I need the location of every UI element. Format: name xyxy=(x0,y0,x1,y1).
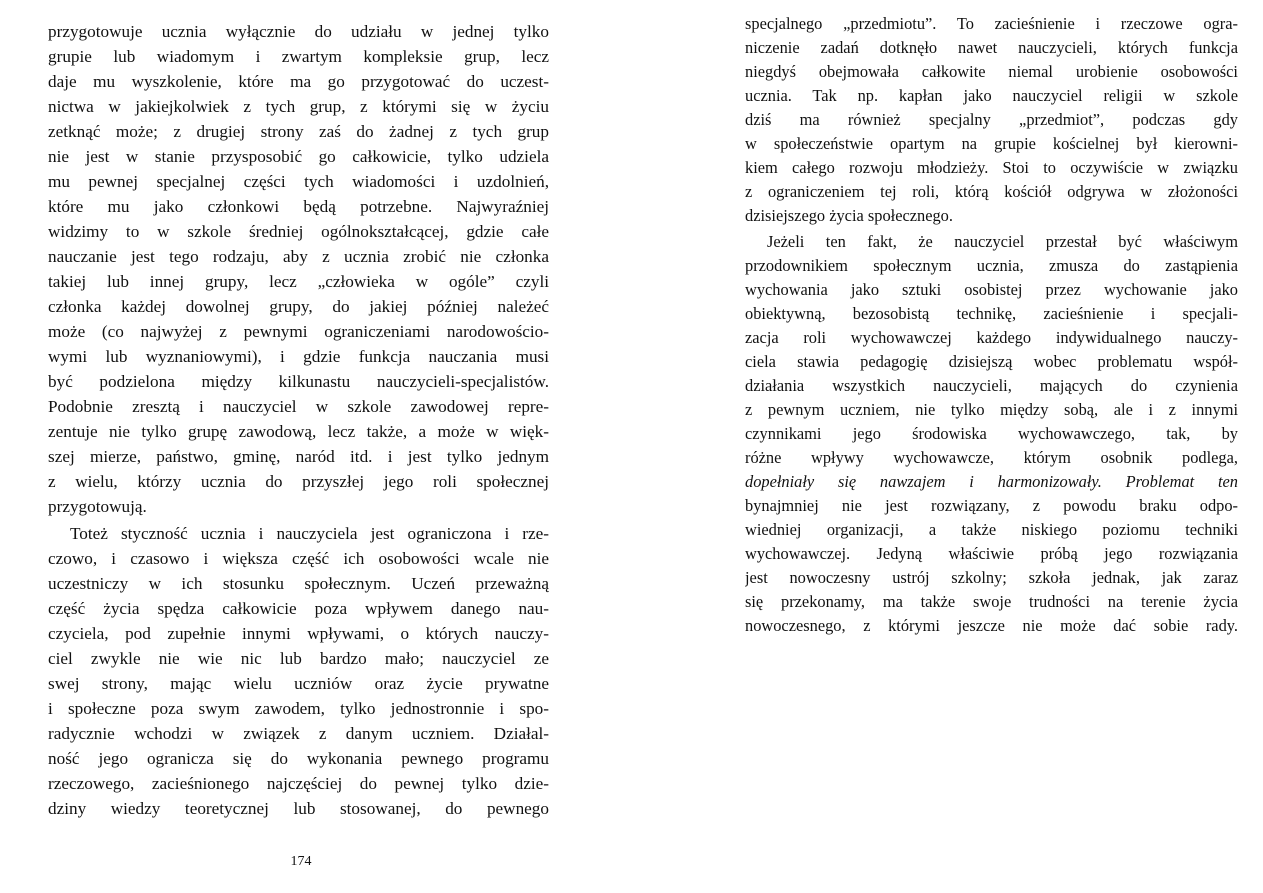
text-line: być podzielona między kilkunastu nauczycieli-specjalistów. xyxy=(48,372,549,391)
text-line: dziny wiedzy teoretycznej lub stosowanej, do pewnego xyxy=(48,799,549,818)
page-number: 174 xyxy=(290,854,312,869)
text-line: może (co najwyżej z pewnymi ograniczeniami narodowościo- xyxy=(48,322,549,341)
text-line: wychowania jako sztuki osobistej przez wychowanie jako xyxy=(745,280,1238,299)
text-line: kiem całego rozwoju młodzieży. Stoi to oczywiście w związku xyxy=(745,158,1238,177)
text-line: czyciela, pod zupełnie innymi wpływami, o których nauczy- xyxy=(48,624,549,643)
text-line: obiektywną, bezosobistą technikę, zacieśnienie i specjali- xyxy=(745,304,1238,323)
text-line: niegdyś obejmowała całkowite niemal urobienie osobowości xyxy=(745,62,1238,81)
text-line: daje mu wyszkolenie, które ma go przygotować do uczest- xyxy=(48,72,549,91)
text-line: czynnikami jego środowiska wychowawczego, tak, by xyxy=(745,424,1238,443)
text-line: z ograniczeniem tej roli, którą kościół odgrywa w złożoności xyxy=(745,182,1238,201)
text-line: radycznie wchodzi w związek z danym uczniem. Działal- xyxy=(48,724,549,743)
text-line: zentuje nie tylko grupę zawodową, lecz także, a może w więk- xyxy=(48,422,549,441)
text-line: różne wpływy wychowawcze, którym osobnik podlega, xyxy=(745,448,1238,467)
text-line: jest nowoczesny ustrój szkolny; szkoła jednak, jak zaraz xyxy=(745,568,1238,587)
text-line: członka każdej dowolnej grupy, do jakiej później należeć xyxy=(48,297,549,316)
text-line: działania wszystkich nauczycieli, mających do czynienia xyxy=(745,376,1238,395)
text-line: zetknąć może; z drugiej strony zaś do żadnej z tych grup xyxy=(48,122,549,141)
text-line: i społeczne poza swym zawodem, tylko jednostronnie i spo- xyxy=(48,699,549,718)
text-line: wymi lub wyznaniowymi), i gdzie funkcja nauczania musi xyxy=(48,347,549,366)
text-line: w społeczeństwie opartym na grupie kościelnej był kierowni- xyxy=(745,134,1238,153)
right-page xyxy=(632,0,1263,893)
text-line: przygotowuje ucznia wyłącznie do udziału w jednej tylko xyxy=(48,22,549,41)
text-line: się przekonamy, ma także swoje trudności na terenie życia xyxy=(745,592,1238,611)
text-line: takiej lub innej grupy, lecz „człowieka w ogóle” czyli xyxy=(48,272,549,291)
text-line: wychowawczej. Jedyną właściwie próbą jego rozwiązania xyxy=(745,544,1238,563)
text-line: rzeczowego, zacieśnionego najczęściej do pewnej tylko dzie- xyxy=(48,774,549,793)
text-line: z pewnym uczniem, nie tylko między sobą, ale i z innymi xyxy=(745,400,1238,419)
text-line: swej strony, mając wielu uczniów oraz życie prywatne xyxy=(48,674,549,693)
text-line: ność jego ogranicza się do wykonania pewnego programu xyxy=(48,749,549,768)
text-line: przodownikiem społecznym ucznia, zmusza do zastąpienia xyxy=(745,256,1238,275)
text-line: Jeżeli ten fakt, że nauczyciel przestał być właściwym xyxy=(767,232,1238,251)
text-line: nauczanie jest tego rodzaju, aby z ucznia zrobić nie członka xyxy=(48,247,549,266)
text-line: bynajmniej nie jest rozwiązany, z powodu braku odpo- xyxy=(745,496,1238,515)
text-line: widzimy to w szkole średniej ogólnokształcącej, gdzie całe xyxy=(48,222,549,241)
text-line: dziś ma również specjalny „przedmiot”, podczas gdy xyxy=(745,110,1238,129)
text-line: które mu jako członkowi będą potrzebne. Najwyraźniej xyxy=(48,197,549,216)
text-line: nowoczesnego, z którymi jeszcze nie może dać sobie rady. xyxy=(745,616,1238,635)
text-line: z wielu, którzy ucznia do przyszłej jego roli społecznej xyxy=(48,472,549,491)
text-line: czowo, i czasowo i większa część ich osobowości wcale nie xyxy=(48,549,549,568)
text-line: wiedniej organizacji, a także niskiego poziomu techniki xyxy=(745,520,1238,539)
text-line: ciel zwykle nie wie nic lub bardzo mało; nauczyciel ze xyxy=(48,649,549,668)
text-line: nictwa w jakiejkolwiek z tych grup, z którymi się w życiu xyxy=(48,97,549,116)
text-line: szej mierze, państwo, gminę, naród itd. i jest tylko jednym xyxy=(48,447,549,466)
text-line: specjalnego „przedmiotu”. To zacieśnienie i rzeczowe ogra- xyxy=(745,14,1238,33)
text-line: nie jest w stanie przysposobić go całkowicie, tylko udziela xyxy=(48,147,549,166)
text-line: uczestniczy w ich stosunku społecznym. Uczeń przeważną xyxy=(48,574,549,593)
text-line: ciela stawia pedagogię dzisiejszą wobec problematu współ- xyxy=(745,352,1238,371)
text-line: dzisiejszego życia społecznego. xyxy=(745,206,953,225)
text-line: Toteż styczność ucznia i nauczyciela jest ograniczona i rze- xyxy=(70,524,549,543)
left-page xyxy=(0,0,631,893)
text-line: niczenie zadań dotknęło nawet nauczycieli, których funkcja xyxy=(745,38,1238,57)
text-line: Podobnie zresztą i nauczyciel w szkole zawodowej repre- xyxy=(48,397,549,416)
text-line: grupie lub wiadomym i zwartym kompleksie grup, lecz xyxy=(48,47,549,66)
text-line: zacja roli wychowawczej każdego indywidualnego nauczy- xyxy=(745,328,1238,347)
text-line: ucznia. Tak np. kapłan jako nauczyciel religii w szkole xyxy=(745,86,1238,105)
text-line: mu pewnej specjalnej części tych wiadomości i uzdolnień, xyxy=(48,172,549,191)
text-line: przygotowują. xyxy=(48,497,147,516)
text-line: część życia spędza całkowicie poza wpływem danego nau- xyxy=(48,599,549,618)
text-line-italic: dopełniały się nawzajem i harmonizowały. Problemat ten xyxy=(745,472,1238,491)
